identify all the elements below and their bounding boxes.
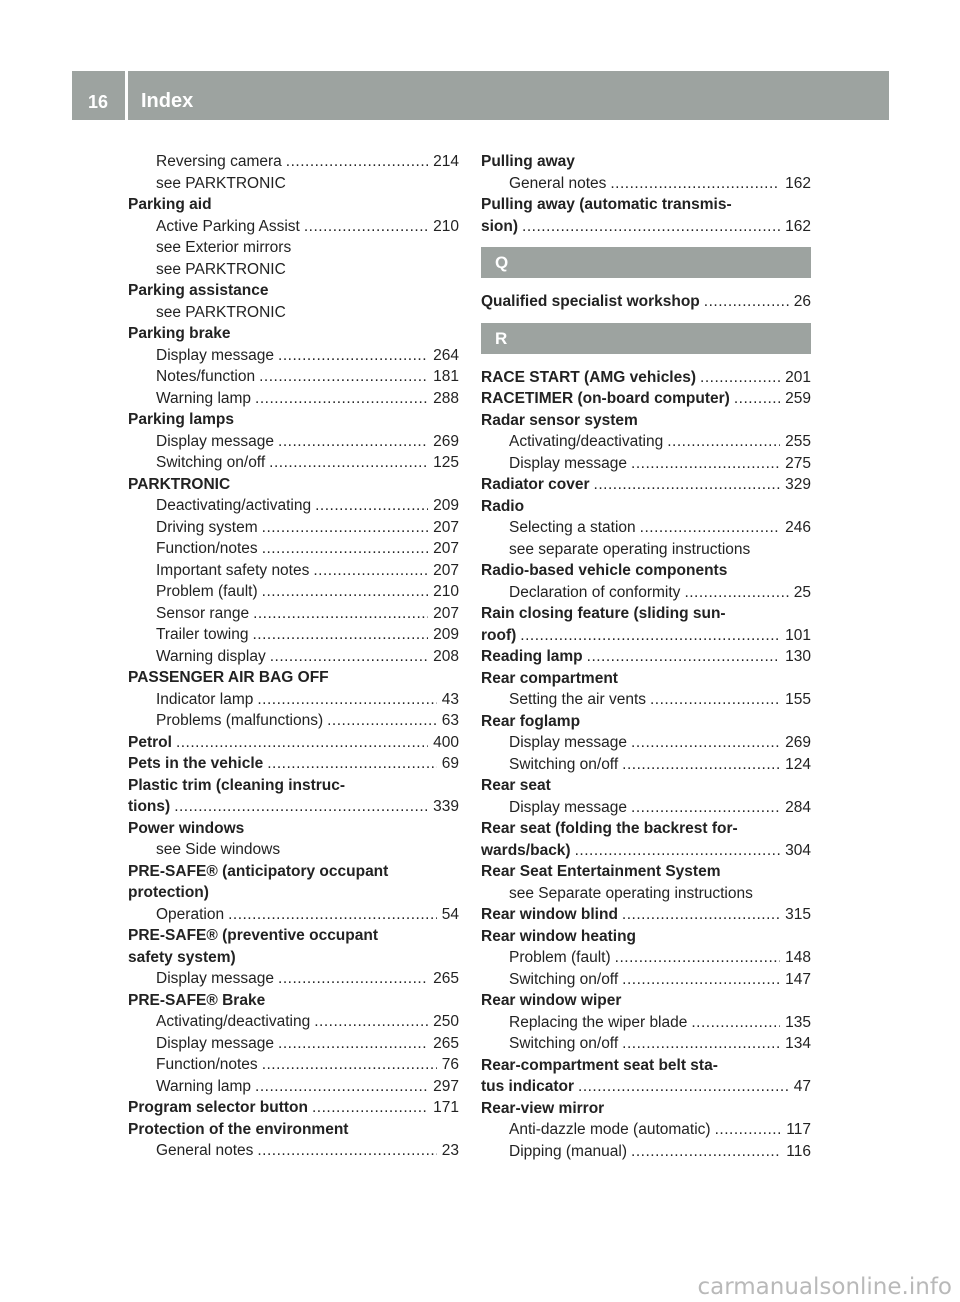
- index-subentry[interactable]: [481, 582, 811, 604]
- index-subentry[interactable]: [481, 173, 811, 195]
- page-reference[interactable]: 117: [786, 1121, 811, 1138]
- entry-label: PRE-SAFE® (anticipatory occupant: [128, 862, 389, 880]
- entry-label: RACETIMER (on-board computer): [481, 390, 730, 407]
- page-reference[interactable]: 246: [785, 519, 811, 536]
- index-subentry[interactable]: [481, 797, 811, 819]
- entry-label: Problem (fault): [156, 583, 258, 600]
- page-reference[interactable]: 147: [785, 970, 811, 988]
- index-subentry[interactable]: [128, 560, 459, 582]
- entry-label: Display message: [156, 432, 275, 450]
- index-subentry: [128, 302, 459, 324]
- dot-leader: [262, 1054, 437, 1076]
- entry-label: Warning lamp: [156, 389, 252, 407]
- index-entry: [128, 818, 459, 840]
- page-reference[interactable]: 181: [433, 368, 459, 385]
- dot-leader: [700, 367, 780, 389]
- index-subentry[interactable]: [128, 1076, 459, 1098]
- page-reference[interactable]: 43: [441, 690, 459, 708]
- entry-label: Rear Seat Entertainment System: [481, 863, 721, 880]
- page-reference[interactable]: 148: [785, 949, 811, 966]
- entry-label: Display message: [509, 454, 628, 472]
- index-entry[interactable]: [481, 388, 811, 410]
- index-entry: [128, 323, 459, 345]
- entry-label: Radiator cover: [481, 476, 590, 493]
- index-entry[interactable]: [481, 646, 811, 668]
- dot-leader: [176, 732, 428, 754]
- entry-label: tus indicator: [481, 1078, 575, 1095]
- entry-label: Parking lamps: [128, 411, 234, 428]
- page-reference[interactable]: 135: [785, 1013, 811, 1031]
- dot-leader: [314, 1011, 428, 1033]
- index-entry: [128, 667, 459, 689]
- dot-leader: [522, 216, 780, 238]
- index-subentry[interactable]: [481, 517, 811, 539]
- index-entry: [481, 410, 811, 432]
- index-entry[interactable]: [481, 291, 811, 313]
- index-entry: [128, 861, 459, 883]
- entry-label: Notes/function: [156, 368, 256, 385]
- index-subentry: [481, 883, 811, 905]
- entry-label: see Exterior mirrors: [156, 239, 292, 256]
- dot-leader: [278, 968, 428, 990]
- entry-label: Rear seat (folding the backrest for-: [481, 820, 738, 837]
- index-entry: [481, 990, 811, 1012]
- entry-label: Program selector button: [128, 1099, 308, 1116]
- page-reference[interactable]: 207: [433, 540, 459, 557]
- dot-leader: [278, 345, 428, 367]
- dot-leader: [278, 431, 428, 453]
- entry-label: Rear foglamp: [481, 712, 581, 730]
- entry-label: Power windows: [128, 819, 245, 837]
- index-subentry[interactable]: [128, 1011, 459, 1033]
- dot-leader: [257, 689, 436, 711]
- page-reference[interactable]: 101: [785, 626, 811, 644]
- entry-label: tions): [128, 798, 171, 815]
- entry-label: Trailer towing: [156, 626, 249, 643]
- index-entry: [481, 496, 811, 518]
- entry-label: Parking brake: [128, 325, 231, 342]
- entry-label: Radio-based vehicle components: [481, 562, 728, 579]
- entry-label: see separate operating instructions: [509, 540, 751, 558]
- page-reference[interactable]: 288: [433, 389, 459, 407]
- entry-label: Function/notes: [156, 1056, 258, 1073]
- page-reference[interactable]: 304: [785, 841, 811, 859]
- index-subentry[interactable]: [128, 624, 459, 646]
- entry-label: Parking aid: [128, 196, 212, 213]
- entry-label: Important safety notes: [156, 561, 310, 579]
- dot-leader: [650, 689, 780, 711]
- index-entry: [128, 409, 459, 431]
- index-entry: [128, 947, 459, 969]
- page-reference[interactable]: 210: [433, 217, 459, 235]
- entry-label: Switching on/off: [509, 1035, 619, 1052]
- page-reference[interactable]: 209: [433, 626, 459, 643]
- index-subentry[interactable]: [128, 646, 459, 668]
- index-entry[interactable]: [128, 1097, 459, 1119]
- index-subentry[interactable]: [481, 431, 811, 453]
- index-subentry[interactable]: [128, 431, 459, 453]
- entry-label: Switching on/off: [509, 755, 619, 773]
- entry-label: PRE-SAFE® Brake: [128, 991, 266, 1009]
- page-reference[interactable]: 69: [441, 755, 459, 772]
- entry-label: Reading lamp: [481, 648, 583, 665]
- page-reference[interactable]: 265: [433, 1034, 459, 1052]
- dot-leader: [667, 431, 780, 453]
- entry-label: Rear seat: [481, 777, 551, 794]
- index-entry: [481, 1055, 811, 1077]
- entry-label: Display message: [156, 1034, 275, 1052]
- entry-label: Dipping (manual): [509, 1142, 628, 1160]
- dot-leader: [520, 625, 780, 647]
- entry-label: see PARKTRONIC: [156, 174, 286, 192]
- page-reference[interactable]: 329: [785, 476, 811, 493]
- dot-leader: [278, 1033, 428, 1055]
- page-reference[interactable]: 315: [785, 906, 811, 923]
- index-subentry[interactable]: [128, 581, 459, 603]
- index-subentry: [481, 539, 811, 561]
- index-subentry[interactable]: [128, 151, 459, 173]
- page-reference[interactable]: 275: [785, 454, 811, 472]
- entry-label: Reversing camera: [156, 153, 282, 170]
- entry-label: Problems (malfunctions): [156, 712, 324, 729]
- page-reference[interactable]: 297: [433, 1077, 459, 1095]
- page-reference[interactable]: 124: [785, 755, 811, 773]
- index-subentry[interactable]: [481, 1033, 811, 1055]
- page-reference[interactable]: 250: [433, 1013, 459, 1030]
- dot-leader: [267, 753, 437, 775]
- dot-leader: [315, 495, 428, 517]
- index-entry[interactable]: [481, 367, 811, 389]
- index-subentry[interactable]: [481, 1119, 811, 1141]
- index-entry[interactable]: [481, 216, 811, 238]
- index-subentry[interactable]: [128, 904, 459, 926]
- page-reference[interactable]: 201: [785, 368, 811, 386]
- section-header: Q: [481, 247, 811, 278]
- entry-label: see PARKTRONIC: [156, 260, 286, 278]
- dot-leader: [615, 947, 780, 969]
- entry-label: Display message: [156, 346, 275, 364]
- index-subentry[interactable]: [481, 1141, 811, 1163]
- dot-leader: [734, 388, 780, 410]
- dot-leader: [312, 1097, 428, 1119]
- dot-leader: [640, 517, 780, 539]
- entry-label: Active Parking Assist: [156, 217, 300, 235]
- index-entry: [128, 474, 459, 496]
- entry-label: Display message: [509, 798, 628, 816]
- entry-label: Driving system: [156, 518, 258, 536]
- entry-label: Radio: [481, 497, 525, 515]
- index-entry[interactable]: [481, 840, 811, 862]
- entry-label: Setting the air vents: [509, 691, 646, 708]
- dot-leader: [255, 388, 428, 410]
- dot-leader: [313, 560, 428, 582]
- page-reference[interactable]: 208: [433, 647, 459, 665]
- page-reference[interactable]: 125: [433, 454, 459, 471]
- index-subentry: [128, 839, 459, 861]
- entry-label: Display message: [509, 734, 628, 751]
- page-reference[interactable]: 269: [433, 432, 459, 450]
- index-entry: [128, 194, 459, 216]
- index-subentry[interactable]: [128, 689, 459, 711]
- index-entry: [481, 861, 811, 883]
- index-subentry[interactable]: [128, 495, 459, 517]
- index-subentry: [128, 259, 459, 281]
- page-title: Index: [141, 90, 194, 112]
- entry-label: Replacing the wiper blade: [509, 1013, 688, 1031]
- dot-leader: [578, 1076, 789, 1098]
- entry-label: roof): [481, 626, 517, 644]
- page-reference[interactable]: 264: [433, 346, 459, 364]
- page-reference[interactable]: 214: [433, 153, 459, 170]
- dot-leader: [286, 151, 428, 173]
- index-entry[interactable]: [481, 474, 811, 496]
- index-entry: [481, 818, 811, 840]
- page-reference[interactable]: 54: [441, 905, 459, 923]
- index-subentry: [128, 237, 459, 259]
- dot-leader: [631, 732, 780, 754]
- index-entry: [128, 1119, 459, 1141]
- dot-leader: [270, 646, 428, 668]
- dot-leader: [622, 754, 780, 776]
- page-reference[interactable]: 76: [441, 1056, 459, 1073]
- dot-leader: [327, 710, 437, 732]
- entry-label: sion): [481, 217, 519, 235]
- entry-label: Warning lamp: [156, 1077, 252, 1095]
- dot-leader: [262, 581, 428, 603]
- page-reference[interactable]: 26: [793, 293, 811, 310]
- dot-leader: [691, 1012, 780, 1034]
- entry-label: see Side windows: [156, 841, 281, 858]
- entry-label: Function/notes: [156, 540, 258, 557]
- entry-label: Warning display: [156, 647, 266, 665]
- page-reference[interactable]: 47: [793, 1078, 811, 1095]
- entry-label: PRE-SAFE® (preventive occupant: [128, 927, 378, 944]
- entry-label: Selecting a station: [509, 519, 636, 536]
- index-entry[interactable]: [128, 753, 459, 775]
- index-subentry[interactable]: [128, 710, 459, 732]
- page-reference[interactable]: 255: [785, 433, 811, 450]
- entry-label: Switching on/off: [509, 970, 619, 988]
- page-reference[interactable]: 130: [785, 648, 811, 665]
- dot-leader: [622, 969, 780, 991]
- entry-label: Display message: [156, 970, 275, 987]
- entry-label: safety system): [128, 948, 236, 966]
- page-reference[interactable]: 155: [785, 691, 811, 708]
- entry-label: Activating/deactivating: [156, 1013, 311, 1030]
- page-reference[interactable]: 162: [785, 174, 811, 192]
- dot-leader: [622, 1033, 780, 1055]
- index-entry: [481, 926, 811, 948]
- entry-label: Operation: [156, 905, 225, 923]
- page-reference[interactable]: 265: [433, 970, 459, 987]
- entry-label: Rain closing feature (sliding sun-: [481, 605, 726, 622]
- page-reference[interactable]: 339: [433, 798, 459, 815]
- page-reference[interactable]: 207: [433, 604, 459, 622]
- index-subentry[interactable]: [128, 603, 459, 625]
- index-subentry[interactable]: [481, 732, 811, 754]
- page-reference[interactable]: 134: [785, 1035, 811, 1052]
- entry-label: Rear-view mirror: [481, 1099, 605, 1117]
- index-entry[interactable]: [128, 796, 459, 818]
- dot-leader: [252, 624, 428, 646]
- index-subentry[interactable]: [128, 1140, 459, 1162]
- entry-label: wards/back): [481, 841, 571, 859]
- index-entry: [481, 711, 811, 733]
- page-reference[interactable]: 63: [441, 712, 459, 729]
- index-entry: [128, 990, 459, 1012]
- header-divider: [125, 71, 128, 120]
- dot-leader: [255, 1076, 428, 1098]
- index-subentry[interactable]: [481, 453, 811, 475]
- page-reference[interactable]: 269: [785, 734, 811, 751]
- index-entry: [481, 560, 811, 582]
- entry-label: Sensor range: [156, 604, 250, 622]
- page-header: [72, 71, 889, 120]
- entry-label: see Separate operating instructions: [509, 884, 753, 902]
- index-column-left: [128, 151, 459, 1162]
- index-subentry[interactable]: [481, 754, 811, 776]
- index-entry: [128, 280, 459, 302]
- entry-label: see PARKTRONIC: [156, 303, 286, 321]
- entry-label: General notes: [156, 1142, 254, 1159]
- dot-leader: [262, 538, 428, 560]
- page-reference[interactable]: 210: [433, 583, 459, 600]
- entry-label: protection): [128, 884, 209, 901]
- entry-label: Anti-dazzle mode (automatic): [509, 1121, 711, 1138]
- entry-label: Petrol: [128, 733, 172, 751]
- index-subentry: [128, 173, 459, 195]
- index-subentry[interactable]: [128, 968, 459, 990]
- dot-leader: [257, 1140, 436, 1162]
- dot-leader: [269, 452, 428, 474]
- page-reference[interactable]: 284: [785, 798, 811, 816]
- index-entry: [128, 775, 459, 797]
- entry-label: Plastic trim (cleaning instruc-: [128, 776, 346, 794]
- page-reference[interactable]: 207: [433, 518, 459, 536]
- entry-label: PASSENGER AIR BAG OFF: [128, 669, 329, 686]
- entry-label: Protection of the environment: [128, 1120, 349, 1138]
- dot-leader: [174, 796, 428, 818]
- entry-label: RACE START (AMG vehicles): [481, 368, 697, 386]
- dot-leader: [704, 291, 789, 313]
- dot-leader: [304, 216, 428, 238]
- entry-label: Problem (fault): [509, 949, 611, 966]
- entry-label: Pulling away (automatic transmis-: [481, 196, 732, 213]
- index-entry[interactable]: [128, 732, 459, 754]
- dot-leader: [610, 173, 780, 195]
- dot-leader: [594, 474, 781, 496]
- index-subentry[interactable]: [128, 517, 459, 539]
- entry-label: Parking assistance: [128, 282, 269, 299]
- dot-leader: [631, 453, 780, 475]
- entry-label: Deactivating/activating: [156, 497, 312, 514]
- index-subentry[interactable]: [128, 538, 459, 560]
- index-subentry[interactable]: [128, 1054, 459, 1076]
- entry-label: Declaration of conformity: [509, 583, 681, 601]
- page-reference[interactable]: 209: [433, 497, 459, 514]
- index-subentry[interactable]: [128, 452, 459, 474]
- entry-label: PARKTRONIC: [128, 475, 231, 493]
- page-reference[interactable]: 207: [433, 561, 459, 579]
- dot-leader: [587, 646, 780, 668]
- index-subentry[interactable]: [128, 366, 459, 388]
- dot-leader: [631, 797, 780, 819]
- index-entry: [481, 151, 811, 173]
- index-entry: [481, 1098, 811, 1120]
- page-reference[interactable]: 25: [793, 583, 811, 601]
- index-subentry[interactable]: [481, 969, 811, 991]
- page-reference[interactable]: 171: [433, 1099, 459, 1116]
- index-entry: [128, 925, 459, 947]
- index-entry[interactable]: [481, 1076, 811, 1098]
- entry-label: Rear window heating: [481, 927, 637, 945]
- entry-label: Pulling away: [481, 153, 575, 170]
- entry-label: Indicator lamp: [156, 690, 254, 708]
- index-entry: [481, 194, 811, 216]
- page-reference[interactable]: 23: [441, 1142, 459, 1159]
- dot-leader: [575, 840, 781, 862]
- entry-label: Rear-compartment seat belt sta-: [481, 1056, 718, 1074]
- entry-label: Rear compartment: [481, 669, 618, 687]
- dot-leader: [631, 1141, 781, 1163]
- index-subentry[interactable]: [128, 216, 459, 238]
- entry-label: Rear window blind: [481, 906, 618, 923]
- section-header: R: [481, 323, 811, 354]
- entry-label: Switching on/off: [156, 454, 266, 471]
- dot-leader: [253, 603, 428, 625]
- index-entry[interactable]: [481, 625, 811, 647]
- dot-leader: [262, 517, 428, 539]
- index-subentry[interactable]: [128, 1033, 459, 1055]
- watermark: carmanualsonline.info: [697, 1274, 952, 1300]
- index-entry[interactable]: [481, 904, 811, 926]
- entry-label: Qualified specialist workshop: [481, 293, 700, 310]
- dot-leader: [622, 904, 780, 926]
- index-subentry[interactable]: [128, 388, 459, 410]
- entry-label: General notes: [509, 174, 607, 192]
- entry-label: Pets in the vehicle: [128, 755, 264, 772]
- index-entry: [481, 775, 811, 797]
- index-subentry[interactable]: [128, 345, 459, 367]
- index-subentry[interactable]: [481, 1012, 811, 1034]
- index-entry: [481, 603, 811, 625]
- page-reference[interactable]: 162: [785, 217, 811, 235]
- index-entry: [481, 668, 811, 690]
- entry-label: Rear window wiper: [481, 992, 622, 1009]
- dot-leader: [684, 582, 788, 604]
- entry-label: Activating/deactivating: [509, 433, 664, 450]
- index-subentry[interactable]: [481, 947, 811, 969]
- entry-label: Radar sensor system: [481, 411, 638, 429]
- index-entry: [128, 882, 459, 904]
- page-reference[interactable]: 116: [786, 1142, 811, 1160]
- dot-leader: [228, 904, 437, 926]
- page-reference[interactable]: 259: [785, 390, 811, 407]
- page-reference[interactable]: 400: [433, 733, 459, 751]
- dot-leader: [715, 1119, 782, 1141]
- index-column-right: [481, 151, 811, 1162]
- dot-leader: [259, 366, 428, 388]
- index-subentry[interactable]: [481, 689, 811, 711]
- page-number: 16: [87, 92, 109, 112]
